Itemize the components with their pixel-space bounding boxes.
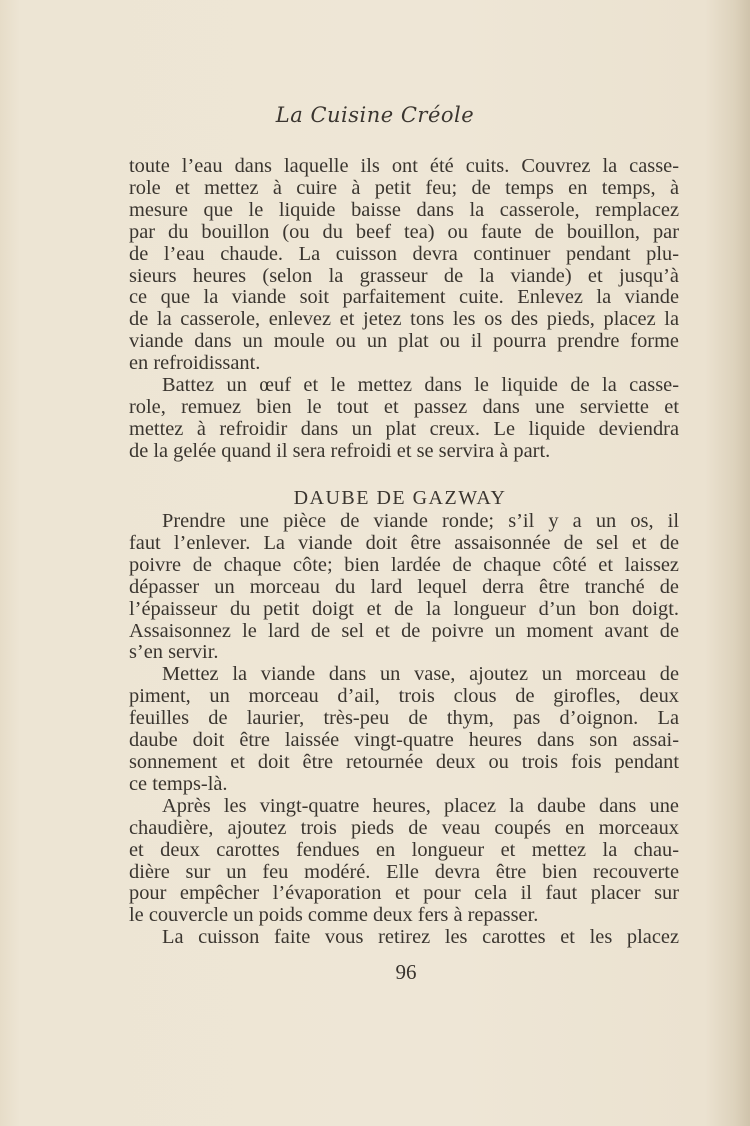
continuation-text xyxy=(129,156,679,463)
text-line: Prendre une pièce de viande ronde; s’il y a un os, il xyxy=(162,510,679,532)
text-line: et deux carottes fendues en longueur et mettez la chau- xyxy=(129,838,679,861)
text-line: mesure que le liquide baisse dans la casserole, remplacez xyxy=(129,198,679,221)
paragraph xyxy=(129,156,679,375)
text-line: role et mettez à cuire à petit feu; de temps en temps, à xyxy=(129,176,679,199)
text-line: Battez un œuf et le mettez dans le liquide de la casse- xyxy=(162,374,679,397)
text-line: La cuisson faite vous retirez les carottes et les placez xyxy=(162,926,679,949)
text-line: ce temps-là. xyxy=(129,772,228,795)
text-line: feuilles de laurier, très-peu de thym, pas d’oignon. La xyxy=(129,707,679,730)
paragraph xyxy=(129,664,679,795)
text-line: sieurs heures (selon la grasseur de la viande) et jusqu’à xyxy=(129,264,679,287)
paragraph xyxy=(129,511,679,664)
recipe-text xyxy=(129,511,679,949)
text-line: ce que la viande soit parfaitement cuite. Enlevez la viande xyxy=(129,286,679,309)
paragraph xyxy=(129,796,679,927)
text-line: de la casserole, enlevez et jetez tons les os des pieds, placez la xyxy=(129,308,679,331)
text-line: dépasser un morceau du lard lequel derra être tranché de xyxy=(129,575,679,598)
text-line: Après les vingt-quatre heures, placez la daube dans une xyxy=(162,794,679,817)
text-line: l’épaisseur du petit doigt et de la longueur d’un bon doigt. xyxy=(129,597,679,620)
recipe-title: DAUBE DE GAZWAY xyxy=(293,487,507,509)
text-line: daube doit être laissée vingt-quatre heures dans son assai- xyxy=(129,729,679,752)
text-line: chaudière, ajoutez trois pieds de veau coupés en morceaux xyxy=(129,816,679,839)
text-line: de l’eau chaude. La cuisson devra continuer pendant plu- xyxy=(129,242,679,265)
page-number: 96 xyxy=(395,960,417,984)
text-line: toute l’eau dans laquelle ils ont été cuits. Couvrez la casse- xyxy=(129,155,679,177)
text-line: piment, un morceau d’ail, trois clous de girofles, deux xyxy=(129,685,679,708)
text-line: en refroidissant. xyxy=(129,352,261,375)
text-line: faut l’enlever. La viande doit être assaisonnée de sel et de xyxy=(129,531,679,554)
text-line: Assaisonnez le lard de sel et de poivre un moment avant de xyxy=(129,619,679,642)
text-line: dière sur un feu modéré. Elle devra être bien recouverte xyxy=(129,860,679,883)
text-line: le couvercle un poids comme deux fers à repasser. xyxy=(129,904,539,927)
text-line: role, remuez bien le tout et passez dans une serviette et xyxy=(129,395,679,418)
text-line: pour empêcher l’évaporation et pour cela il faut placer sur xyxy=(129,882,679,905)
text-line: par du bouillon (ou du beef tea) ou faute de bouillon, par xyxy=(129,220,679,243)
running-header: La Cuisine Créole xyxy=(275,103,475,127)
paragraph xyxy=(129,927,679,949)
text-line: de la gelée quand il sera refroidi et se servira à part. xyxy=(129,439,551,462)
text-line: sonnement et doit être retournée deux ou trois fois pendant xyxy=(129,750,679,773)
text-line: mettez à refroidir dans un plat creux. Le liquide deviendra xyxy=(129,417,679,440)
paragraph xyxy=(129,375,679,463)
text-line: Mettez la viande dans un vase, ajoutez un morceau de xyxy=(162,663,679,686)
text-line: s’en servir. xyxy=(129,641,219,664)
text-line: viande dans un moule ou un plat ou il pourra prendre forme xyxy=(129,330,679,353)
text-line: poivre de chaque côte; bien lardée de chaque côté et laissez xyxy=(129,553,679,576)
